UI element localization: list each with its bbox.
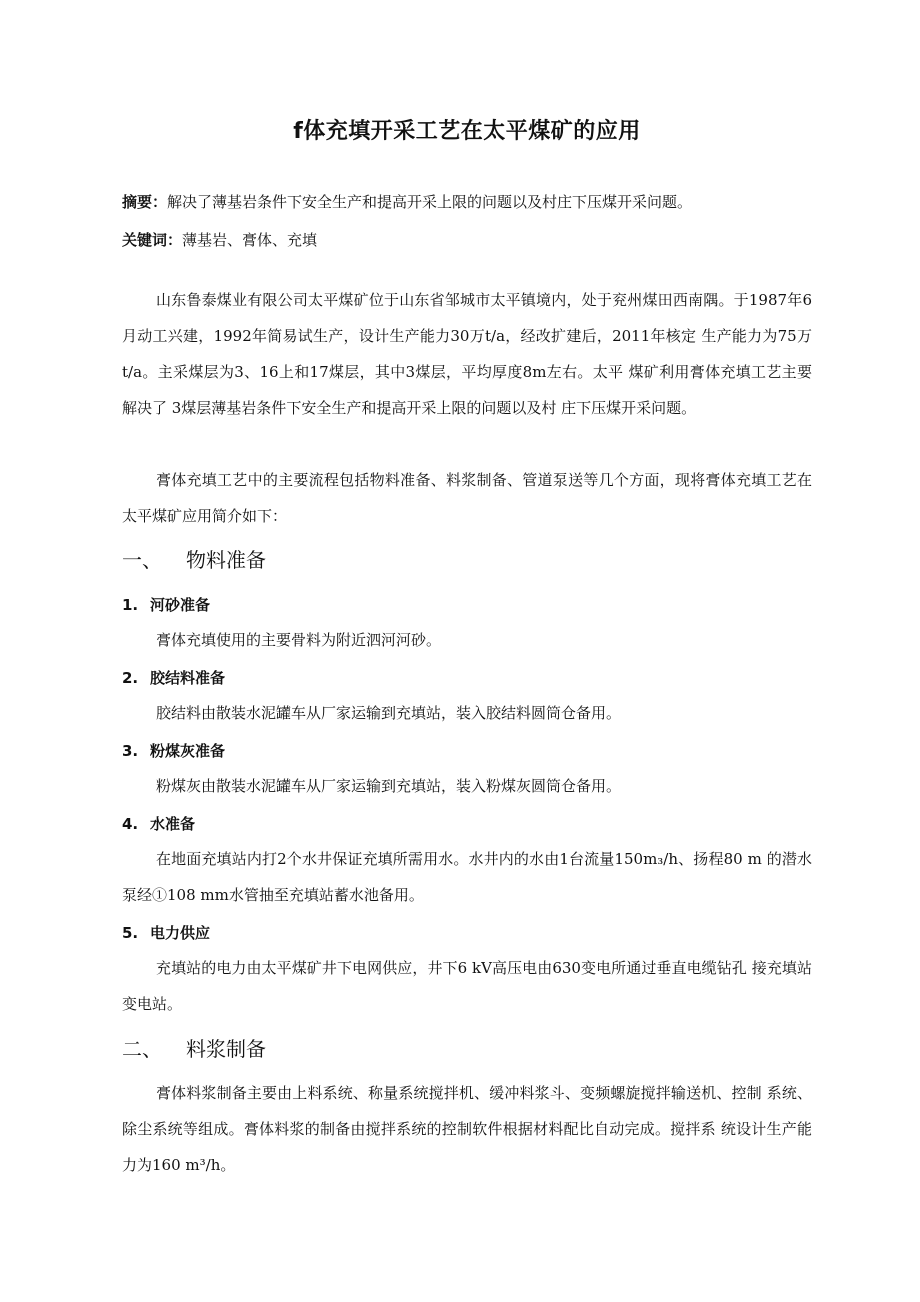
section-1-heading bbox=[122, 545, 266, 575]
subsection-3-text: 粉煤灰由散装水泥罐车从厂家运输到充填站，装入粉煤灰圆筒仓备用。 bbox=[156, 777, 622, 795]
subheading-2 bbox=[122, 667, 225, 689]
subheading-number: 1. bbox=[122, 596, 139, 614]
subheading-4 bbox=[122, 813, 195, 835]
subsection-4-text: 在地面充填站内打2个水井保证充填所需用水。水井内的水由1台流量150m₃/h、扬程80 m 的潜水泵经①108 mm水管抽至充填站蓄水池备用。 bbox=[122, 850, 812, 904]
subheading-title: 河砂准备 bbox=[150, 596, 211, 614]
section-2-heading bbox=[122, 1034, 266, 1064]
abstract-label: 摘要： bbox=[122, 193, 168, 211]
subheading-number: 2. bbox=[122, 669, 139, 687]
subheading-3 bbox=[122, 740, 225, 762]
subheading-number: 3. bbox=[122, 742, 139, 760]
section-1-number: 一、 bbox=[122, 548, 162, 572]
subsection-5-text: 充填站的电力由太平煤矿井下电网供应，井下6 kV高压电由630变电所通过垂直电缆钻孔 接充填站变电站。 bbox=[122, 959, 812, 1013]
document-title: f体充填开采工艺在太平煤矿的应用 bbox=[293, 119, 641, 144]
subheading-number: 4. bbox=[122, 815, 139, 833]
section-2-paragraph: 膏体料浆制备主要由上料系统、称量系统搅拌机、缓冲料浆斗、变频螺旋搅拌输送机、控制 系统、除尘系统等组成。膏体料浆的制备由搅拌系统的控制软件根据材料配比自动完成。搅拌系 统设计生产能力为160 m³/h。 bbox=[122, 1084, 812, 1174]
keywords-text: 薄基岩、膏体、充填 bbox=[182, 231, 318, 249]
keywords-label: 关键词： bbox=[122, 231, 183, 249]
abstract-line bbox=[122, 191, 692, 213]
subsection-1-text: 膏体充填使用的主要骨料为附近泗河河砂。 bbox=[156, 631, 442, 649]
intro-paragraph-2: 膏体充填工艺中的主要流程包括物料准备、料浆制备、管道泵送等几个方面，现将膏体充填工艺在太平煤矿应用简介如下： bbox=[122, 471, 812, 525]
section-2-title: 料浆制备 bbox=[186, 1037, 266, 1061]
subheading-5 bbox=[122, 922, 210, 944]
subheading-title: 电力供应 bbox=[150, 924, 211, 942]
intro-paragraph-1: 山东鲁泰煤业有限公司太平煤矿位于山东省邹城市太平镇境内，处于兖州煤田西南隅。于1987年6月动工兴建，1992年简易试生产，设计生产能力30万t/a，经改扩建后，2011年核定 生产能力为75万t/a。主采煤层为3、16上和17煤层，其中3煤层，平均厚度8m左右。太平 煤矿利用膏体充填工艺主要解决了 3煤层薄基岩条件下安全生产和提高开采上限的问题以及村 庄下压煤开采问题。 bbox=[122, 291, 812, 417]
subheading-1 bbox=[122, 594, 210, 616]
section-2-number: 二、 bbox=[122, 1037, 162, 1061]
keywords-line bbox=[122, 229, 317, 251]
section-1-title: 物料准备 bbox=[186, 548, 266, 572]
subsection-2-text: 胶结料由散装水泥罐车从厂家运输到充填站，装入胶结料圆筒仓备用。 bbox=[156, 704, 622, 722]
subheading-title: 胶结料准备 bbox=[150, 669, 226, 687]
subheading-number: 5. bbox=[122, 924, 139, 942]
subheading-title: 水准备 bbox=[150, 815, 196, 833]
abstract-text: 解决了薄基岩条件下安全生产和提高开采上限的问题以及村庄下压煤开采问题。 bbox=[167, 193, 693, 211]
subheading-title: 粉煤灰准备 bbox=[150, 742, 226, 760]
